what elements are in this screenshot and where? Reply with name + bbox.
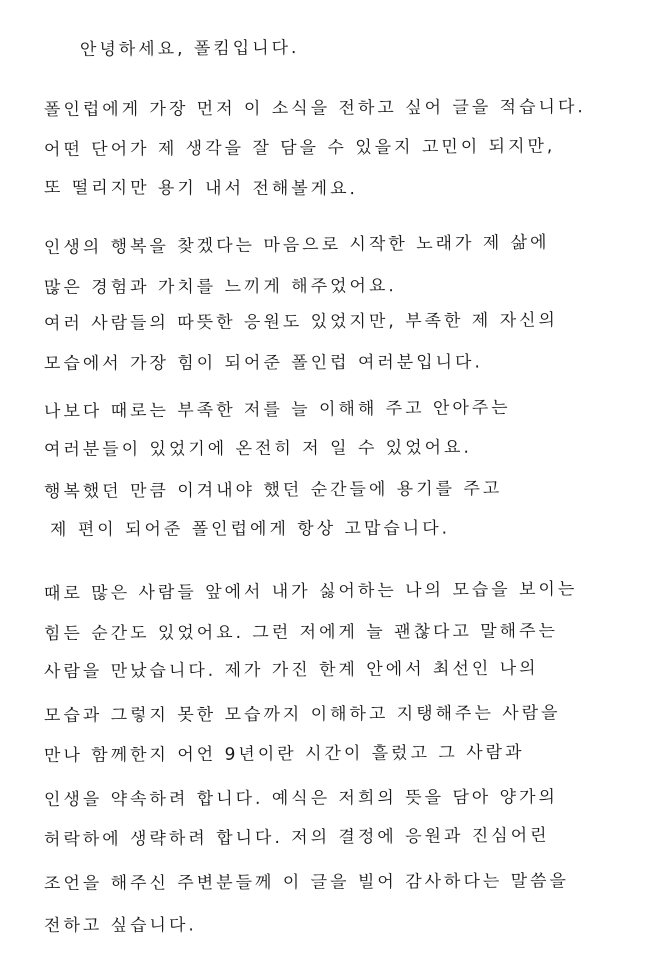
letter-line: 제 편이 되어준 폴인럽에게 항상 고맙습니다. (49, 518, 451, 540)
letter-line: 어떤 단어가 제 생각을 잘 담을 수 있을지 고민이 되지만, (43, 136, 556, 160)
letter-line: 조언을 해주신 주변분들께 이 글을 빌어 감사하다는 말씀을 (43, 871, 570, 894)
letter-line: 나보다 때로는 부족한 저를 늘 이해해 주고 안아주는 (43, 397, 511, 422)
letter-line: 많은 경험과 가치를 느끼게 해주었어요. (43, 276, 397, 298)
letter-line: 사람을 만났습니다. 제가 가진 한계 안에서 최선인 나의 (43, 658, 539, 682)
letter-line: 모습과 그렇지 못한 모습까지 이해하고 지탱해주는 사람을 (43, 703, 561, 726)
letter-line: 때로 많은 사람들 앞에서 내가 싫어하는 나의 모습을 보이는 (43, 579, 578, 604)
letter-line: 또 떨리지만 용기 내서 전해볼게요. (43, 178, 358, 200)
letter-line: 여러 사람들의 따뜻한 응원도 있었지만, 부족한 제 자신의 (43, 310, 558, 334)
letter-line: 전하고 싶습니다. (43, 915, 197, 936)
letter-line: 인생을 약속하려 합니다. 예식은 저희의 뜻을 담아 양가의 (43, 787, 558, 810)
letter-line: 허락하에 생략하려 합니다. 저의 결정에 응원과 진심어린 (43, 825, 550, 850)
letter-greeting: 안녕하세요, 폴킴입니다. (79, 38, 300, 60)
letter-line: 여러분들이 있었기에 온전히 저 일 수 있었어요. (43, 437, 472, 460)
letter-line: 모습에서 가장 힘이 되어준 폴인럽 여러분입니다. (43, 352, 483, 374)
letter-line: 행복했던 만큼 이겨내야 했던 순간들에 용기를 주고 (43, 478, 503, 502)
letter-line: 인생의 행복을 찾겠다는 마음으로 시작한 노래가 제 삶에 (43, 232, 550, 258)
letter-line: 폴인럽에게 가장 먼저 이 소식을 전하고 싶어 글을 적습니다. (43, 97, 586, 120)
letter-line: 만나 함께한지 어언 9년이란 시간이 흘렀고 그 사람과 (43, 742, 525, 766)
letter-line: 힘든 순간도 있었어요. 그런 저에게 늘 괜찮다고 말해주는 (43, 621, 558, 644)
